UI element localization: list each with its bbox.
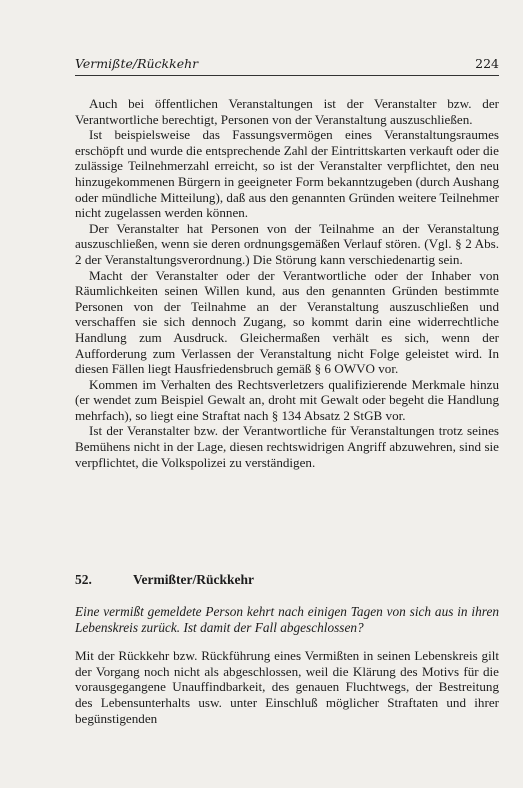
paragraph: Macht der Veranstalter oder der Verantwortliche oder der Inhaber von Räumlichkeiten seinen Willen kund, aus den genannten Gründen bestimmte Personen von der Teilnahme an der Veranstaltung auszuschließen und verschaffen sie sich dennoch Zugang, so kommt darin eine widerrechtliche Handlung zum Ausdruck. Gleichermaßen verhält es sich, wenn der Aufforderung zum Verlassen der Veranstaltung nicht Folge geleistet wird. In diesen Fällen liegt Hausfriedensbruch gemäß § 6 OWVO vor.	[75, 267, 499, 377]
section-number: 52.	[75, 572, 92, 587]
paragraph: Der Veranstalter hat Personen von der Teilnahme an der Veranstaltung auszuschließen, wenn sie deren ordnungsgemäßen Verlauf stören. (Vgl. § 2 Abs. 2 der Veranstaltungsverordnung.) Die Störung kann verschiedenartig sein.	[75, 220, 499, 267]
running-title: Vermißte/Rückkehr	[75, 56, 199, 71]
page-number: 224	[475, 56, 499, 71]
paragraph: Ist der Veranstalter bzw. der Verantwortliche für Veranstaltungen trotz seines Bemühens nicht in der Lage, diesen rechtswidrigen Angriff abzuwehren, sind sie verpflichtet, die Volkspolizei zu verständigen.	[75, 423, 499, 470]
paragraph: Ist beispielsweise das Fassungsvermögen eines Veranstaltungsraumes erschöpft und wurde die entsprechende Zahl der Eintrittskarten verkauft oder die zulässige Teilnehmerzahl erreicht, so ist der Veranstalter verpflichtet, den neu hinzugekommenen Bürgern in geeigneter Form bekanntzugeben (durch Aushang oder mündliche Mitteilung), daß aus den genannten Gründen weitere Teilnehmer nicht zugelassen werden können.	[75, 127, 499, 221]
paragraph: Auch bei öffentlichen Veranstaltungen ist der Veranstalter bzw. der Verantwortliche berechtigt, Personen von der Veranstaltung auszuschließen.	[75, 96, 499, 127]
paragraph: Kommen im Verhalten des Rechtsverletzers qualifizierende Merkmale hinzu (er wendet zum Beispiel Gewalt an, droht mit Gewalt oder begeht die Handlung mehrfach), so liegt eine Straftat nach § 134 Absatz 2 StGB vor.	[75, 376, 499, 423]
section-heading	[75, 572, 499, 588]
question-text: Eine vermißt gemeldete Person kehrt nach einigen Tagen von sich aus in ihren Lebenskreis zurück. Ist damit der Fall abgeschlossen?	[75, 604, 499, 635]
header-rule	[75, 75, 499, 76]
running-header	[75, 56, 499, 71]
body-text	[75, 96, 499, 470]
answer-text: Mit der Rückkehr bzw. Rückführung eines Vermißten in seinen Lebenskreis gilt der Vorgang noch nicht als abgeschlossen, weil die Klärung des Motivs für die vorausgegangene Unauffindbarkeit, des genauen Fluchtwegs, der Bestreitung des Lebensunterhalts usw. unter Einschluß möglicher Straftaten und ihrer begünstigenden	[75, 648, 499, 726]
section-title: Vermißter/Rückkehr	[133, 572, 254, 587]
